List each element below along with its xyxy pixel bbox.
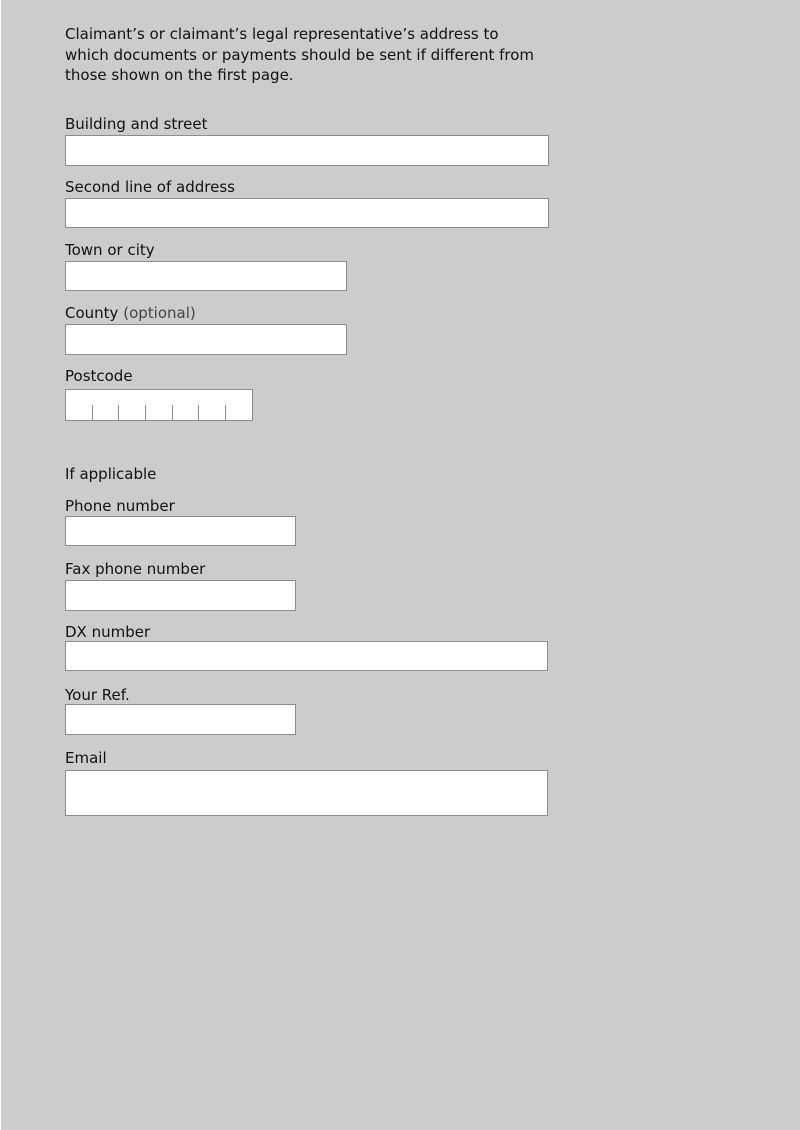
postcode-divider — [225, 405, 226, 420]
intro-text: Claimant’s or claimant’s legal representative’s address to which documents or payments should be sent if different from those shown on the first page. — [65, 25, 535, 84]
second-line-label: Second line of address — [65, 178, 235, 196]
optional-marker: (optional) — [123, 304, 196, 322]
second-line-field[interactable] — [65, 198, 549, 228]
email-label: Email — [65, 749, 107, 767]
town-city-label: Town or city — [65, 241, 155, 259]
building-street-label: Building and street — [65, 115, 208, 133]
your-ref-label: Your Ref. — [65, 686, 130, 704]
phone-label: Phone number — [65, 497, 175, 515]
county-field[interactable] — [65, 324, 347, 355]
postcode-divider — [172, 405, 173, 420]
your-ref-field[interactable] — [65, 704, 296, 735]
building-street-field[interactable] — [65, 135, 549, 166]
fax-label: Fax phone number — [65, 560, 206, 578]
dx-field[interactable] — [65, 641, 548, 671]
postcode-divider — [92, 405, 93, 420]
postcode-divider — [145, 405, 146, 420]
town-city-field[interactable] — [65, 261, 347, 291]
postcode-divider — [118, 405, 119, 420]
county-label — [65, 304, 196, 322]
county-label-text: County — [65, 304, 119, 322]
postcode-field[interactable] — [65, 389, 253, 421]
phone-field[interactable] — [65, 516, 296, 546]
dx-label: DX number — [65, 623, 151, 641]
if-applicable-heading: If applicable — [65, 465, 157, 483]
postcode-divider — [198, 405, 199, 420]
postcode-label: Postcode — [65, 367, 133, 385]
email-field[interactable] — [65, 770, 548, 816]
page-edge — [0, 0, 1, 1130]
fax-field[interactable] — [65, 580, 296, 611]
